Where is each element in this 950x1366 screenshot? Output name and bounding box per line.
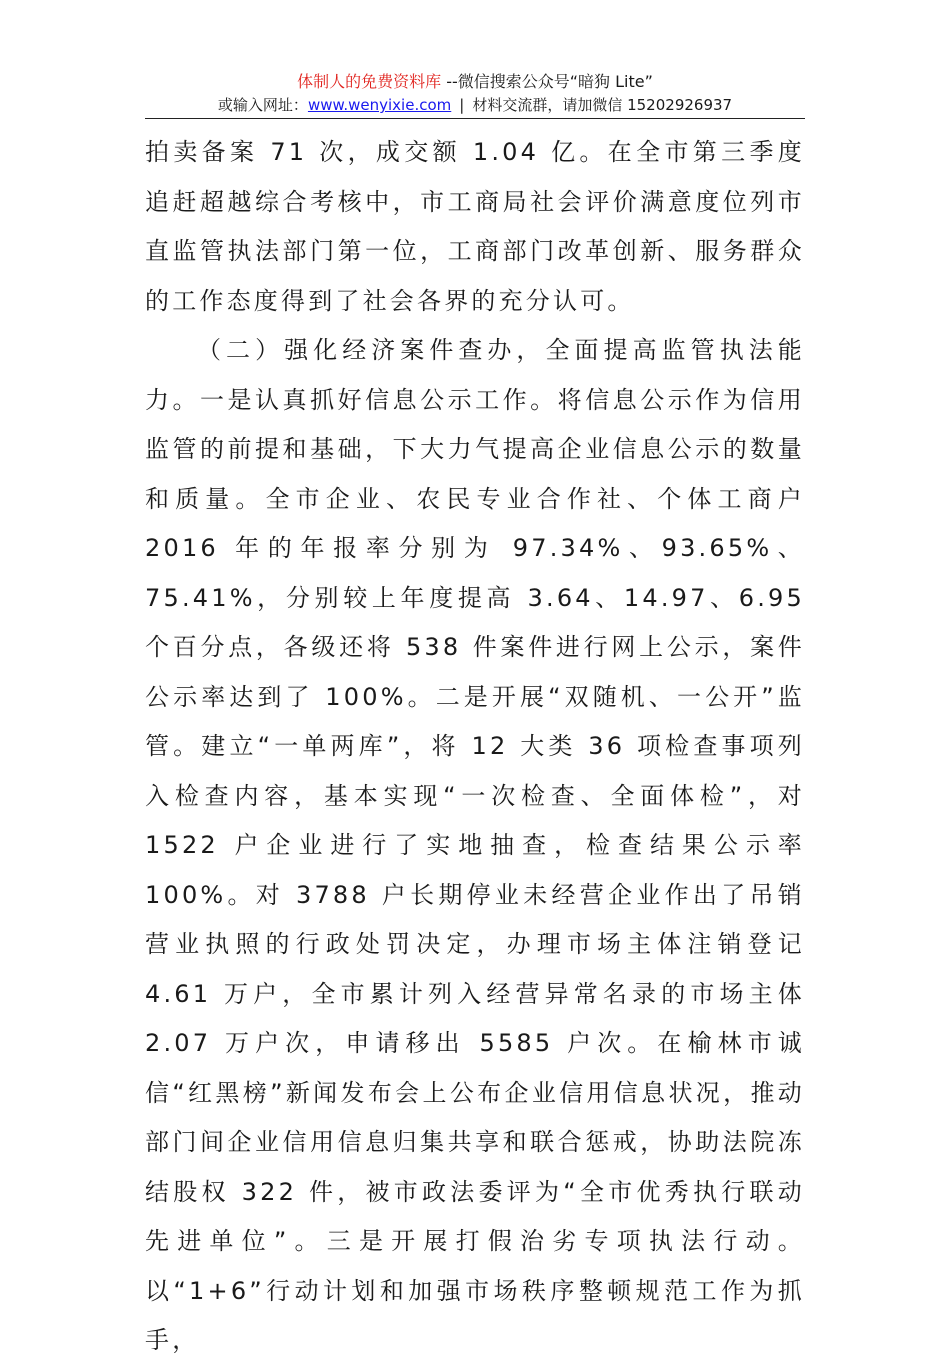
header-divider [145, 118, 805, 119]
document-body [145, 128, 805, 1366]
url-prefix: 或输入网址： [217, 96, 308, 114]
wechat-search-hint: --微信搜索公众号“暗狗 Lite” [441, 72, 653, 91]
header-contact-line [140, 94, 810, 116]
page-header [140, 70, 810, 116]
contact-info: 材料交流群，请加微信 15202926937 [472, 96, 733, 114]
paragraph-section-two: （二）强化经济案件查办，全面提高监管执法能力。一是认真抓好信息公示工作。将信息公示作为信用监管的前提和基础，下大力气提高企业信息公示的数量和质量。全市企业、农民专业合作社、个体工商户 2016 年的年报率分别为 97.34%、93.65%、75.41%，分别较上年度提高 3.64、14.97、6.95 个百分点，各级还将 538 件案件进行网上公示，案件公示率达到了 100%。二是开展“双随机、一公开”监管。建立“一单两库”，将 12 大类 36 项检查事项列入检查内容，基本实现“一次检查、全面体检”，对 1522 户企业进行了实地抽查，检查结果公示率 100%。对 3788 户长期停业未经营企业作出了吊销营业执照的行政处罚决定，办理市场主体注销登记 4.61 万户，全市累计列入经营异常名录的市场主体 2.07 万户次，申请移出 5585 户次。在榆林市诚信“红黑榜”新闻发布会上公布企业信用信息状况，推动部门间企业信用信息归集共享和联合惩戒，协助法院冻结股权 322 件，被市政法委评为“全市优秀执行联动先进单位”。三是开展打假治劣专项执法行动。以“1+6”行动计划和加强市场秩序整顿规范工作为抓手， [145, 336, 805, 1354]
header-promo-line [140, 70, 810, 94]
header-separator: | [459, 96, 465, 114]
website-link[interactable]: www.wenyixie.com [307, 96, 452, 114]
brand-name: 体制人的免费资料库 [297, 72, 442, 91]
paragraph-continued: 拍卖备案 71 次，成交额 1.04 亿。在全市第三季度追赶超越综合考核中，市工商局社会评价满意度位列市直监管执法部门第一位，工商部门改革创新、服务群众的工作态度得到了社会各界的充分认可。 [145, 138, 805, 315]
